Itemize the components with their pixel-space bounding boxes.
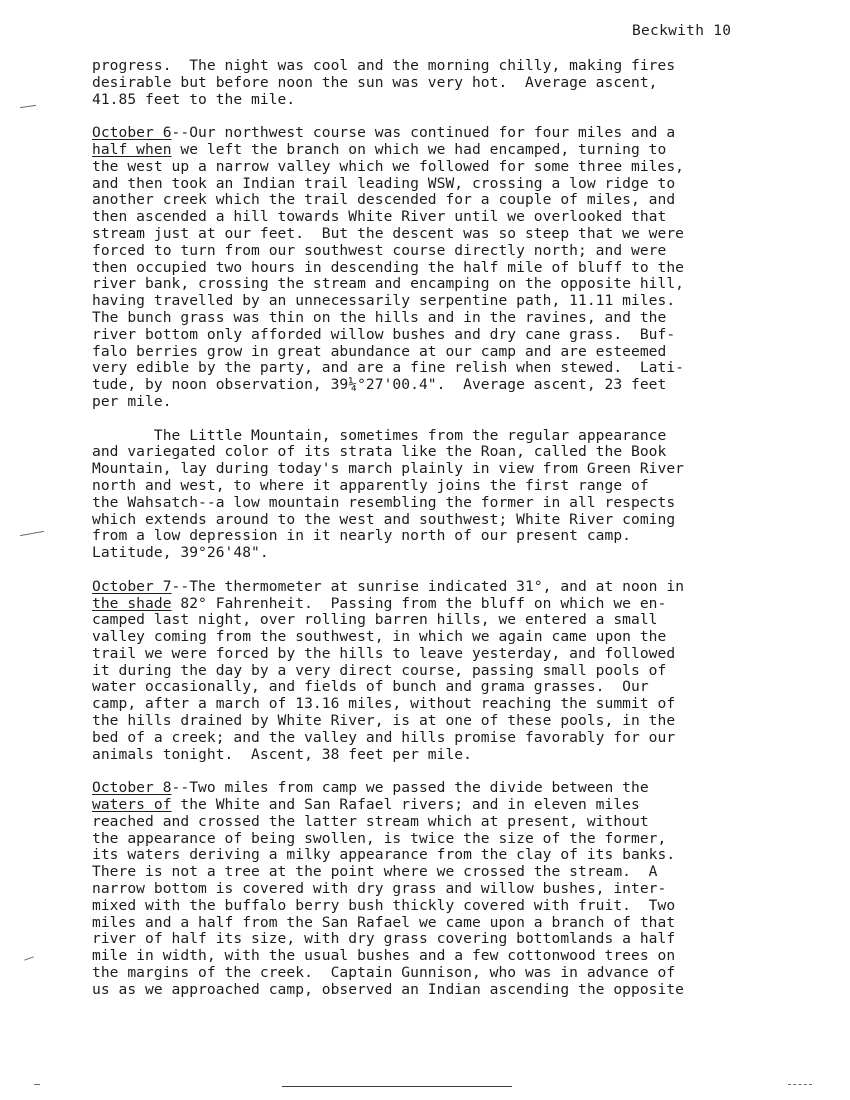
paragraph-little-mountain bbox=[92, 428, 782, 562]
text-line: the west up a narrow valley which we followed for some three miles, bbox=[92, 157, 685, 175]
text-line: 41.85 feet to the mile. bbox=[92, 90, 296, 108]
text-line: reached and crossed the latter stream which at present, without bbox=[92, 812, 649, 830]
text-line: Latitude, 39°26'48". bbox=[92, 544, 269, 562]
running-head: Beckwith 10 bbox=[632, 23, 732, 39]
text-line: north and west, to where it apparently joins the first range of bbox=[92, 476, 649, 494]
paragraph-october-8 bbox=[92, 780, 782, 998]
text-line: the margins of the creek. Captain Gunnison, who was in advance of bbox=[92, 964, 676, 982]
text-line: camped last night, over rolling barren hills, we entered a small bbox=[92, 611, 658, 629]
text-line: then ascended a hill towards White River until we overlooked that bbox=[92, 208, 667, 226]
text-line: trail we were forced by the hills to leave yesterday, and followed bbox=[92, 644, 676, 662]
text-line: and then took an Indian trail leading WSW, crossing a low ridge to bbox=[92, 174, 676, 192]
text-line: miles and a half from the San Rafael we came upon a branch of that bbox=[92, 913, 676, 931]
paragraph-october-6 bbox=[92, 125, 782, 411]
text-line: the Wahsatch--a low mountain resembling the former in all respects bbox=[92, 493, 676, 511]
entry-date: October 7 bbox=[92, 577, 172, 595]
text-line: us as we approached camp, observed an Indian ascending the opposite bbox=[92, 980, 685, 998]
text-line: river bottom only afforded willow bushes and dry cane grass. Buf- bbox=[92, 325, 676, 343]
body-text bbox=[92, 58, 782, 1015]
text-line: desirable but before noon the sun was very hot. Average ascent, bbox=[92, 73, 658, 91]
text-line: river bank, crossing the stream and encamping on the opposite hill, bbox=[92, 275, 685, 293]
text-line: --Two miles from camp we passed the divide between the bbox=[171, 779, 649, 797]
text-line: mixed with the buffalo berry bush thickly covered with fruit. Two bbox=[92, 896, 676, 914]
paragraph-october-7 bbox=[92, 579, 782, 764]
text-line: camp, after a march of 13.16 miles, without reaching the summit of bbox=[92, 695, 676, 713]
text-line: the hills drained by White River, is at one of these pools, in the bbox=[92, 712, 676, 730]
text-line: per mile. bbox=[92, 392, 172, 410]
text-line: then occupied two hours in descending the half mile of bluff to the bbox=[92, 258, 685, 276]
text-line: tude, by noon observation, 39¼°27'00.4". Average ascent, 23 feet bbox=[92, 376, 667, 394]
text-line: narrow bottom is covered with dry grass and willow bushes, inter- bbox=[92, 880, 667, 898]
text-line: 82° Fahrenheit. Passing from the bluff on which we en- bbox=[171, 594, 667, 612]
margin-mark bbox=[20, 531, 44, 536]
footer-rule bbox=[282, 1086, 512, 1087]
text-line: very edible by the party, and are a fine relish when stewed. Lati- bbox=[92, 359, 685, 377]
text-line: having travelled by an unnecessarily serpentine path, 11.11 miles. bbox=[92, 292, 676, 310]
text-line: it during the day by a very direct course, passing small pools of bbox=[92, 661, 667, 679]
text-line: forced to turn from our southwest course directly north; and were bbox=[92, 241, 667, 259]
text-line: valley coming from the southwest, in which we again came upon the bbox=[92, 628, 667, 646]
text-line: --Our northwest course was continued for four miles and a bbox=[171, 124, 676, 142]
text-line: another creek which the trail descended for a couple of miles, and bbox=[92, 191, 676, 209]
margin-mark bbox=[20, 105, 36, 108]
text-line: falo berries grow in great abundance at our camp and are esteemed bbox=[92, 342, 667, 360]
text-line: bed of a creek; and the valley and hills promise favorably for our bbox=[92, 728, 676, 746]
text-line: progress. The night was cool and the morning chilly, making fires bbox=[92, 57, 676, 74]
text-line: stream just at our feet. But the descent was so steep that we were bbox=[92, 224, 685, 242]
text-line: the White and San Rafael rivers; and in eleven miles bbox=[171, 796, 640, 814]
text-line: mile in width, with the usual bushes and a few cottonwood trees on bbox=[92, 947, 676, 965]
text-line: The Little Mountain, sometimes from the regular appearance bbox=[92, 426, 667, 444]
margin-mark bbox=[24, 956, 34, 960]
entry-date-continuation: the shade bbox=[92, 594, 172, 612]
entry-date-continuation: waters of bbox=[92, 796, 172, 814]
text-line: water occasionally, and fields of bunch and grama grasses. Our bbox=[92, 678, 649, 696]
text-line: from a low depression in it nearly north of our present camp. bbox=[92, 527, 632, 545]
text-line: we left the branch on which we had encamped, turning to bbox=[171, 140, 667, 158]
entry-date-continuation: half when bbox=[92, 140, 172, 158]
text-line: There is not a tree at the point where we crossed the stream. A bbox=[92, 863, 658, 881]
entry-date: October 6 bbox=[92, 124, 172, 142]
text-line: and variegated color of its strata like the Roan, called the Book bbox=[92, 443, 667, 461]
margin-mark bbox=[34, 1084, 40, 1085]
footer-mark bbox=[788, 1084, 812, 1086]
paragraph-continuation bbox=[92, 58, 782, 108]
text-line: which extends around to the west and southwest; White River coming bbox=[92, 510, 676, 528]
text-line: river of half its size, with dry grass covering bottomlands a half bbox=[92, 930, 676, 948]
text-line: Mountain, lay during today's march plainly in view from Green River bbox=[92, 460, 685, 478]
entry-date: October 8 bbox=[92, 779, 172, 797]
text-line: animals tonight. Ascent, 38 feet per mile. bbox=[92, 745, 472, 763]
text-line: --The thermometer at sunrise indicated 31°, and at noon in bbox=[171, 577, 685, 595]
text-line: its waters deriving a milky appearance from the clay of its banks. bbox=[92, 846, 676, 864]
text-line: The bunch grass was thin on the hills and in the ravines, and the bbox=[92, 308, 667, 326]
text-line: the appearance of being swollen, is twice the size of the former, bbox=[92, 829, 667, 847]
